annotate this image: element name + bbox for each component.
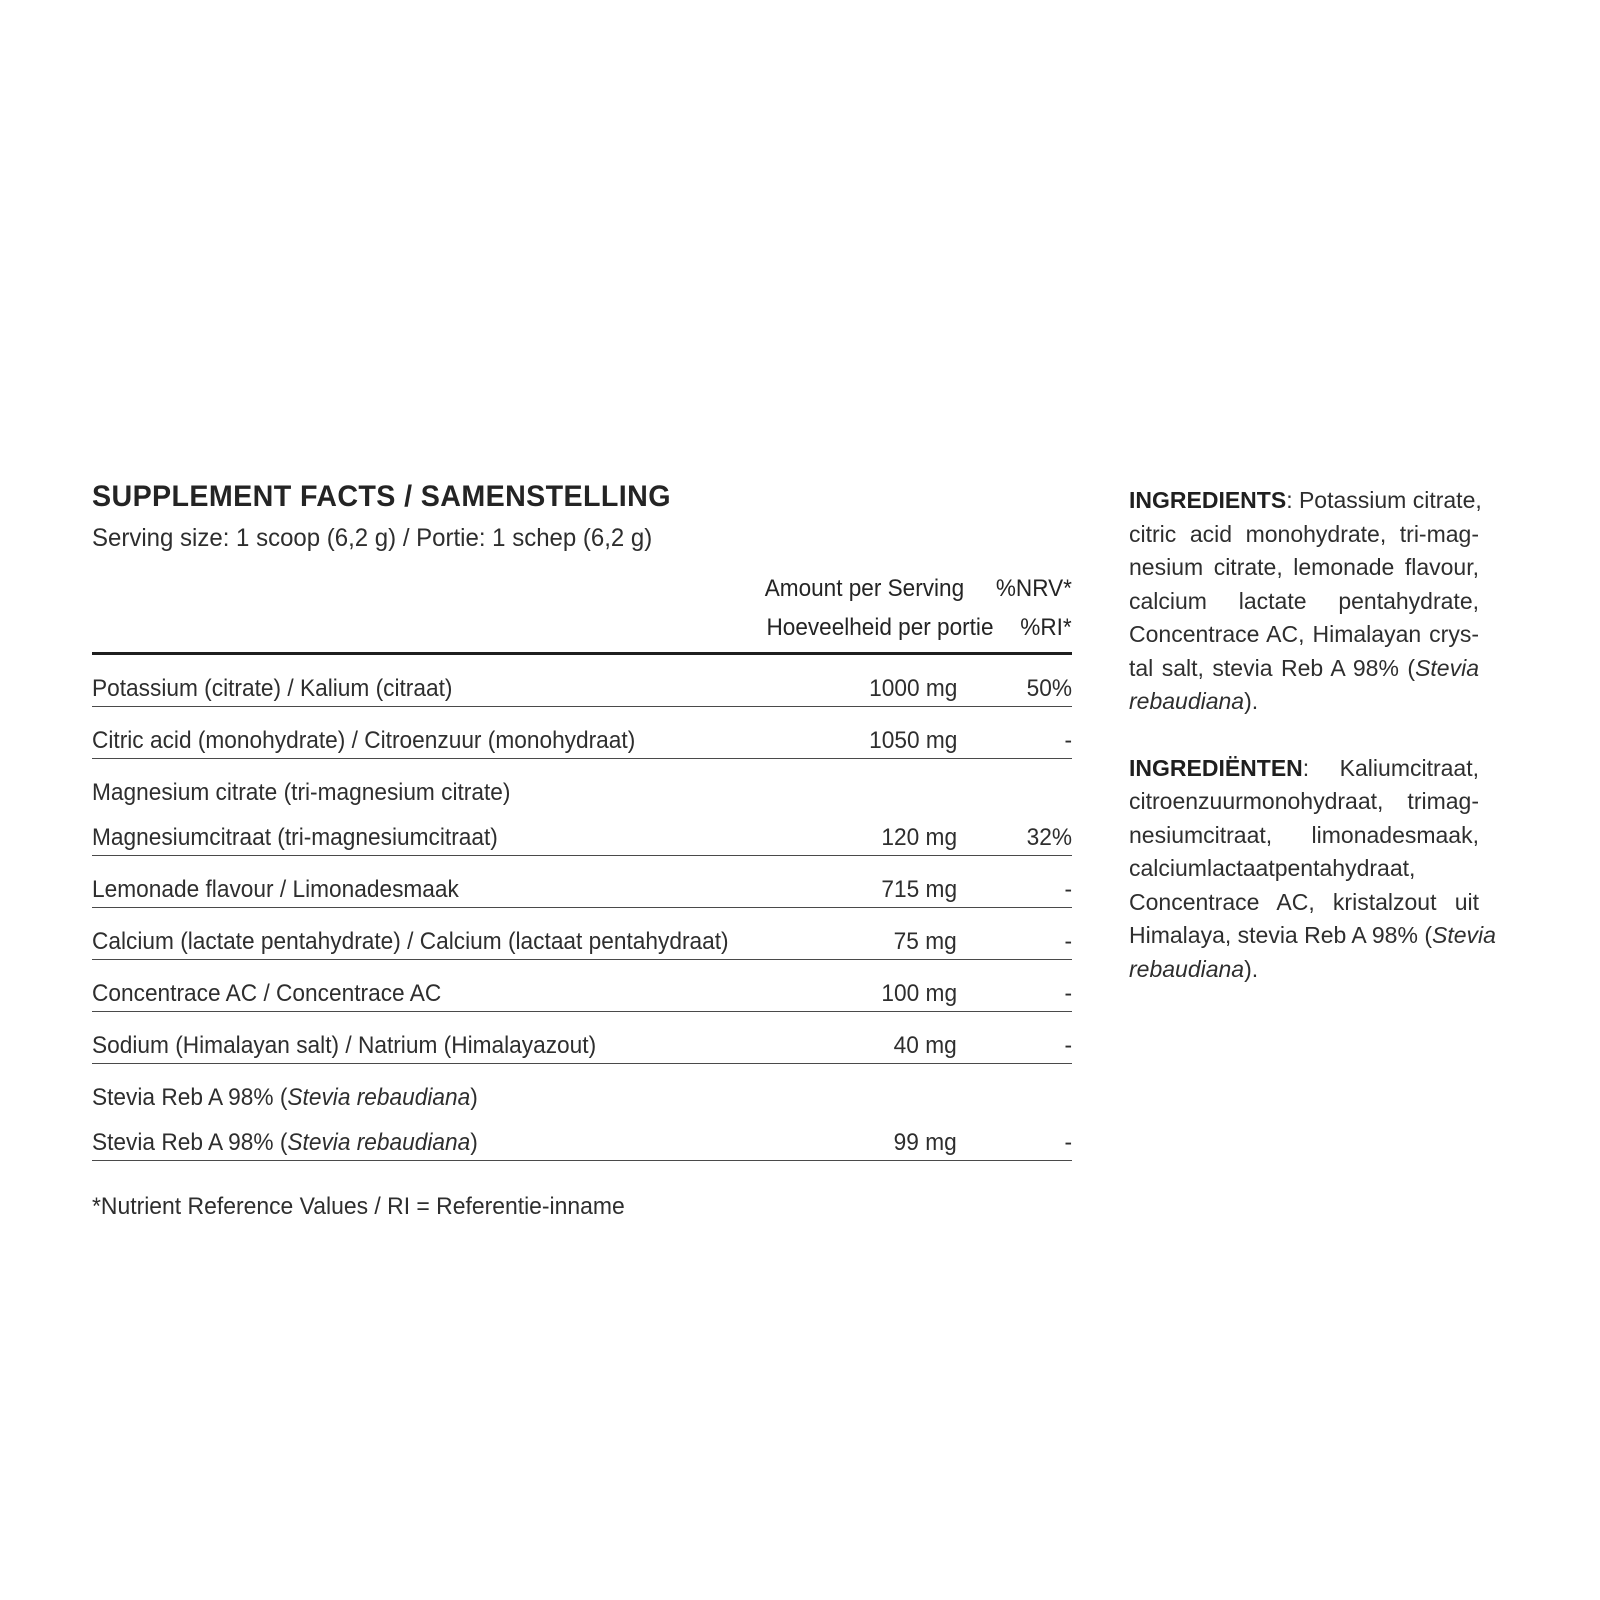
- header-nrv-en: %NRV*: [995, 575, 1072, 602]
- stevia-name-post: ): [470, 1084, 478, 1111]
- nutrient-amount: 120 mg: [752, 807, 957, 856]
- nutrient-nrv: 50%: [957, 654, 1072, 707]
- nutrient-amount: 99 mg: [752, 1112, 957, 1161]
- nutrient-amount: 75 mg: [752, 908, 957, 960]
- ing-en-line-2: [1129, 518, 1479, 552]
- nutrient-name-line2: Magnesiumcitraat (tri-magnesiumcitraat): [92, 807, 752, 856]
- ing-nl-text-7: ).: [1244, 955, 1259, 982]
- ing-nl-sep: :: [1302, 754, 1340, 781]
- nutrient-name: Calcium (lactate pentahydrate) / Calcium (lactaat pentahydraat): [92, 908, 752, 960]
- nutrient-nrv: -: [957, 856, 1072, 908]
- table-row: [92, 856, 1072, 908]
- table-row: [92, 654, 1072, 707]
- ing-nl-line-4: [1129, 852, 1479, 886]
- nutrient-amount: 715 mg: [752, 856, 957, 908]
- ing-nl-line-2: [1129, 785, 1479, 819]
- ing-en-line-1: [1129, 484, 1482, 518]
- nutrient-nrv-empty: [957, 1064, 1072, 1113]
- nutrient-name: [92, 1064, 752, 1113]
- ing-en-line-6: [1129, 652, 1479, 686]
- table-row: [92, 807, 1072, 856]
- nutrient-name: Lemonade flavour / Limonadesmaak: [92, 856, 752, 908]
- ing-en-sep: :: [1286, 487, 1299, 513]
- ing-en-line-7: [1129, 685, 1479, 719]
- nutrient-nrv: -: [957, 960, 1072, 1012]
- table-row: [92, 960, 1072, 1012]
- ing-en-latin-1: Stevia: [1415, 654, 1479, 681]
- table-row: [92, 908, 1072, 960]
- ing-nl-text-4: calciumlactaatpentahydraat,: [1129, 855, 1416, 881]
- ingredients-dutch: [1129, 752, 1496, 987]
- nutrient-nrv: -: [957, 1112, 1072, 1161]
- supplement-facts-title: SUPPLEMENT FACTS / SAMENSTELLING: [92, 480, 671, 513]
- nutrient-nrv: -: [957, 707, 1072, 759]
- ing-nl-line-6: [1129, 919, 1496, 953]
- ing-nl-latin-2: rebaudiana: [1129, 955, 1245, 982]
- nutrient-nrv: -: [957, 1012, 1072, 1064]
- header-name-col-nl: [92, 616, 752, 654]
- ing-nl-line-1: [1129, 752, 1479, 786]
- ing-nl-line-5: [1129, 886, 1479, 920]
- ing-en-line-3: [1129, 551, 1479, 585]
- nrv-footnote: *Nutrient Reference Values / RI = Referentie-inname: [92, 1193, 625, 1220]
- header-name-col: [92, 577, 752, 616]
- table-row: [92, 707, 1072, 759]
- nutrient-amount-empty: [752, 1064, 957, 1113]
- table-row: [92, 1012, 1072, 1064]
- nutrient-amount: 1050 mg: [752, 707, 957, 759]
- header-amount-nl: Hoeveelheid per portie: [752, 616, 957, 654]
- nutrient-nrv: -: [957, 908, 1072, 960]
- nutrient-name: Potassium (citrate) / Kalium (citraat): [92, 654, 752, 707]
- ingredients-english: [1129, 484, 1482, 719]
- nutrient-name: Citric acid (monohydrate) / Citroenzuur (monohydraat): [92, 707, 752, 759]
- ing-en-text-7: ).: [1244, 688, 1259, 714]
- table-header-row-nl: [92, 616, 1072, 654]
- nutrient-amount: 40 mg: [752, 1012, 957, 1064]
- header-amount-en: Amount per Serving: [764, 575, 965, 602]
- nutrient-amount-empty: [752, 759, 957, 808]
- ing-nl-text-2: citroenzuurmonohydraat, trimag-: [1129, 788, 1479, 814]
- ing-en-text-6: tal salt, stevia Reb A 98% (: [1129, 654, 1416, 681]
- ing-nl-latin-1: Stevia: [1431, 922, 1496, 948]
- ing-nl-text-1: Kaliumcitraat,: [1339, 754, 1479, 781]
- header-nrv-nl: %RI*: [957, 616, 1072, 654]
- table-row: [92, 1064, 1072, 1113]
- table-row: [92, 1112, 1072, 1161]
- ing-en-text-1: Potassium citrate,: [1298, 487, 1482, 513]
- stevia-latin-name: Stevia rebaudiana: [287, 1084, 471, 1111]
- stevia-name-pre: Stevia Reb A 98% (: [92, 1084, 288, 1111]
- nutrient-amount: 100 mg: [752, 960, 957, 1012]
- ing-en-text-3: nesium citrate, lemonade flavour,: [1129, 554, 1479, 580]
- ing-en-text-2: citric acid monohydrate, tri-mag-: [1129, 520, 1479, 547]
- stevia-name2-pre: Stevia Reb A 98% (: [92, 1129, 288, 1156]
- table-header-row-en: [92, 577, 1072, 616]
- ing-nl-line-3: [1129, 819, 1479, 853]
- supplement-facts-table: [92, 577, 1072, 1161]
- nutrient-name-line2: [92, 1112, 752, 1161]
- table-row: [92, 759, 1072, 808]
- nutrient-nrv-empty: [957, 759, 1072, 808]
- nutrient-amount: 1000 mg: [752, 654, 957, 707]
- ing-en-text-5: Concentrace AC, Himalayan crys-: [1129, 621, 1479, 647]
- ing-nl-text-5: Concentrace AC, kristalzout uit: [1129, 888, 1479, 915]
- ing-nl-text-6: Himalaya, stevia Reb A 98% (: [1129, 922, 1432, 948]
- ingredients-label-nl: INGREDIËNTEN: [1129, 754, 1303, 781]
- ingredients-label-en: INGREDIENTS: [1129, 487, 1287, 513]
- ing-en-line-5: [1129, 618, 1479, 652]
- ing-en-latin-2: rebaudiana: [1129, 688, 1245, 714]
- serving-size-text: Serving size: 1 scoop (6,2 g) / Portie: 1 schep (6,2 g): [92, 524, 653, 552]
- stevia-name2-post: ): [470, 1129, 478, 1156]
- supplement-facts-panel: [92, 482, 1072, 1219]
- stevia-latin-name-2: Stevia rebaudiana: [287, 1129, 471, 1156]
- nutrient-name: Sodium (Himalayan salt) / Natrium (Himalayazout): [92, 1012, 752, 1064]
- nutrient-name: Magnesium citrate (tri-magnesium citrate): [92, 779, 511, 806]
- ingredients-panel: [1129, 484, 1496, 986]
- ing-nl-text-3: nesiumcitraat, limonadesmaak,: [1129, 821, 1479, 848]
- nutrient-name: Concentrace AC / Concentrace AC: [92, 960, 752, 1012]
- nutrient-nrv: 32%: [957, 807, 1072, 856]
- ing-en-text-4: calcium lactate pentahydrate,: [1129, 587, 1479, 614]
- ing-nl-line-7: [1129, 953, 1479, 987]
- ing-en-line-4: [1129, 585, 1479, 619]
